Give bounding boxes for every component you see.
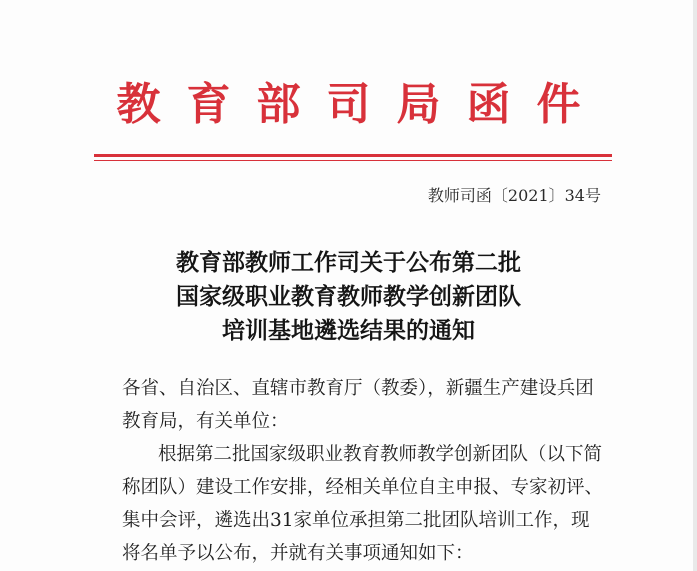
document-number: 教师司函〔2021〕34号 [427,186,601,205]
document-title [0,246,697,348]
title-line: 国家级职业教育教师教学创新团队 [176,283,521,310]
letterhead-rule-thick [94,154,612,157]
paragraph-line: 称团队）建设工作安排，经相关单位自主申报、专家初评、 [122,477,604,498]
salutation-line: 教育局，有关单位： [122,411,289,432]
title-line: 教育部教师工作司关于公布第二批 [176,249,521,276]
paragraph-line: 根据第二批国家级职业教育教师教学创新团队（以下简 [158,444,603,465]
salutation-line: 各省、自治区、直辖市教育厅（教委），新疆生产建设兵团 [122,378,594,399]
paragraph-line: 集中会评，遴选出31家单位承担第二批团队培训工作，现 [122,510,590,531]
title-line: 培训基地遴选结果的通知 [222,317,475,344]
document-body [122,372,608,570]
letterhead-rule-thin [94,160,612,161]
letterhead-title: 教育部司局函件 [116,79,607,130]
paragraph-line: 将名单予以公布，并就有关事项通知如下： [122,543,474,564]
